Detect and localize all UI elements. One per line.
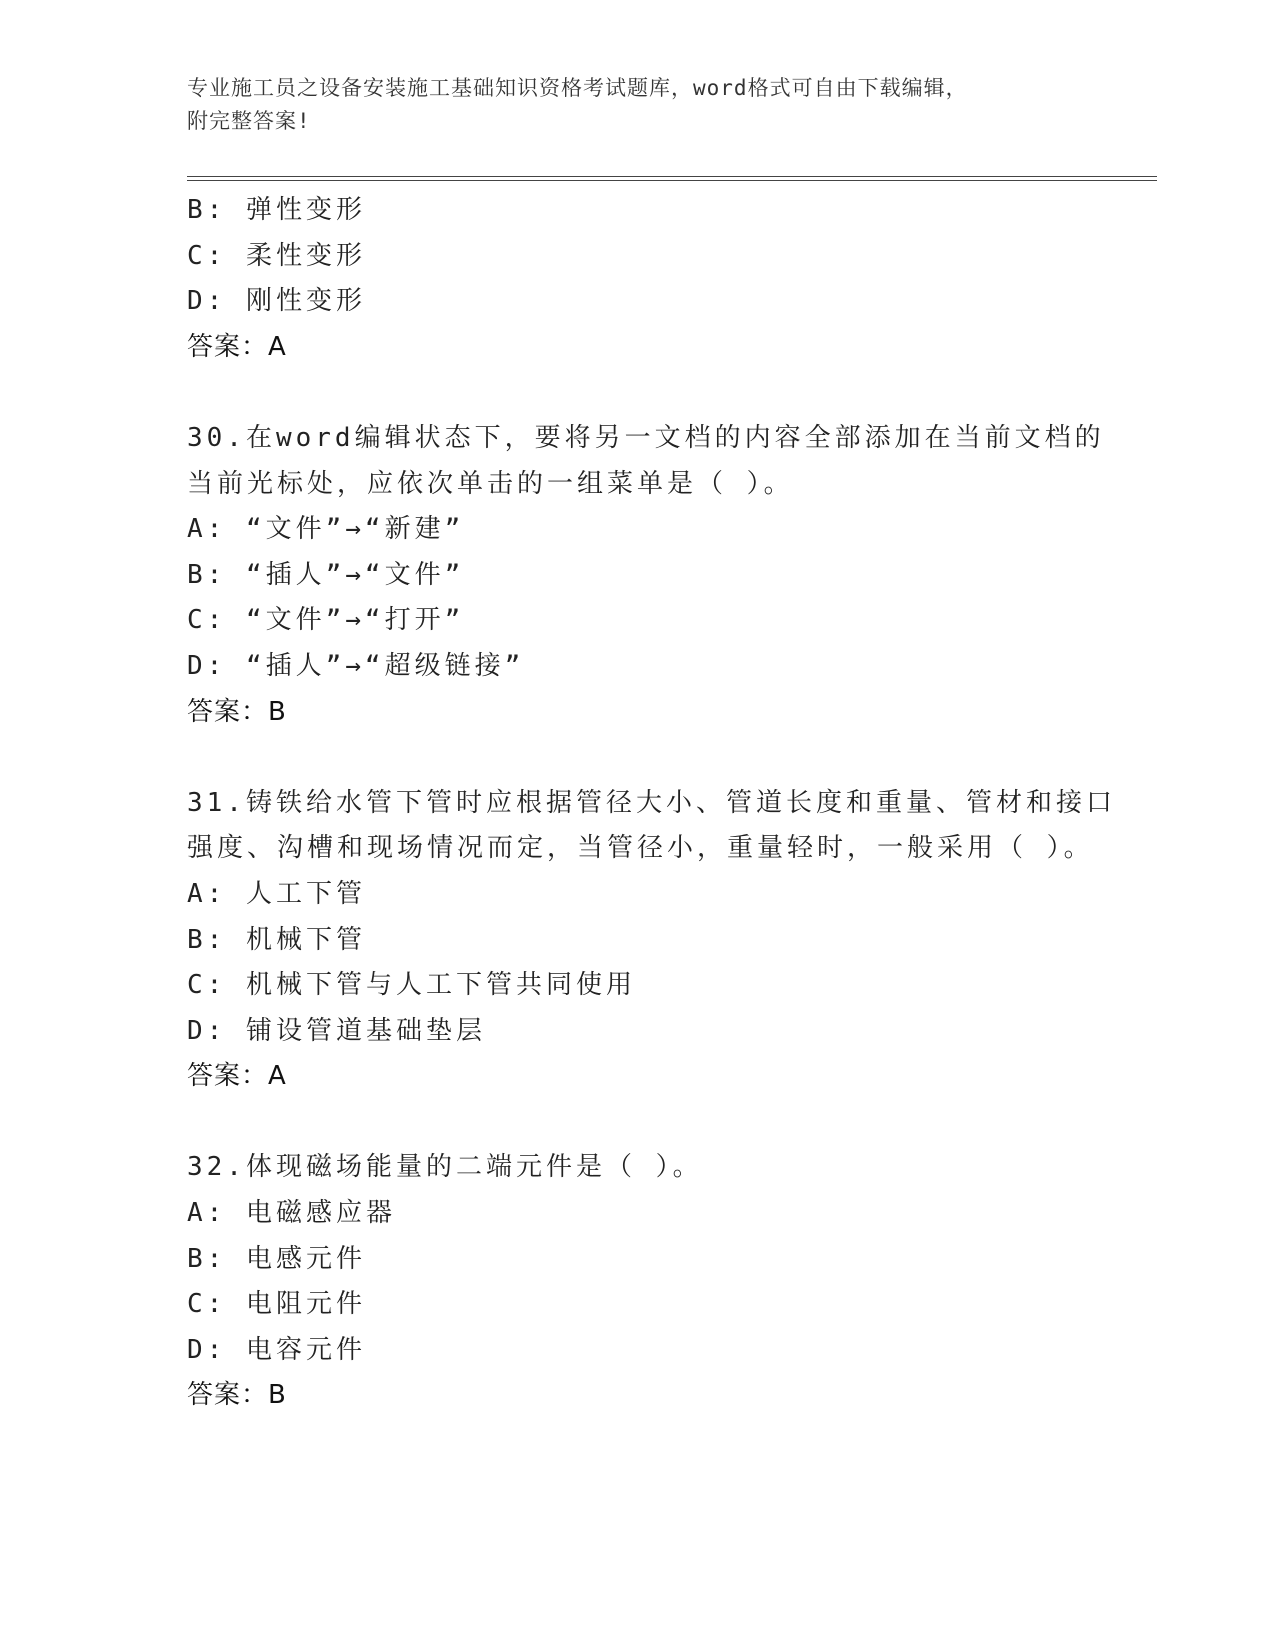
option-b: B: “插人”→“文件” [187,559,465,590]
option-d: D: “插人”→“超级链接” [187,650,525,681]
option-a: A: 电磁感应器 [187,1198,396,1229]
option-a: A: 人工下管 [187,878,366,909]
header-line-2: 附完整答案! [187,109,311,133]
question-29-partial [187,188,1157,370]
answer-line: 答案：A [187,1061,287,1092]
header-double-rule [187,176,1157,181]
page-header [187,72,1087,138]
option-d: D: 刚性变形 [187,286,366,317]
answer-line: 答案：B [187,696,287,727]
question-31 [187,781,1157,1100]
answer-line: 答案：A [187,331,287,362]
option-b: B: 弹性变形 [187,195,366,225]
option-d: D: 电容元件 [187,1334,366,1365]
question-stem-line-1: 32.体现磁场能量的二端元件是（ ）。 [187,1152,703,1183]
header-line-1: 专业施工员之设备安装施工基础知识资格考试题库，word格式可自由下载编辑， [187,76,968,100]
option-d: D: 铺设管道基础垫层 [187,1015,486,1046]
question-32 [187,1145,1157,1419]
option-b: B: 机械下管 [187,924,366,955]
option-b: B: 电感元件 [187,1243,366,1274]
option-a: A: “文件”→“新建” [187,514,465,545]
option-c: C: 电阻元件 [187,1289,366,1320]
question-stem-line-1: 31.铸铁给水管下管时应根据管径大小、管道长度和重量、管材和接口 [187,787,1116,818]
answer-line: 答案：B [187,1380,287,1411]
option-c: C: 柔性变形 [187,240,366,271]
question-stem-line-2: 当前光标处，应依次单击的一组菜单是（ ）。 [187,468,794,499]
question-stem-line-2: 强度、沟槽和现场情况而定，当管径小，重量轻时，一般采用（ ）。 [187,833,1094,864]
question-stem-line-1: 30.在word编辑状态下，要将另一文档的内容全部添加在当前文档的 [187,422,1105,453]
option-c: C: “文件”→“打开” [187,605,465,636]
question-list [187,188,1157,1419]
question-30 [187,416,1157,735]
option-c: C: 机械下管与人工下管共同使用 [187,970,636,1001]
